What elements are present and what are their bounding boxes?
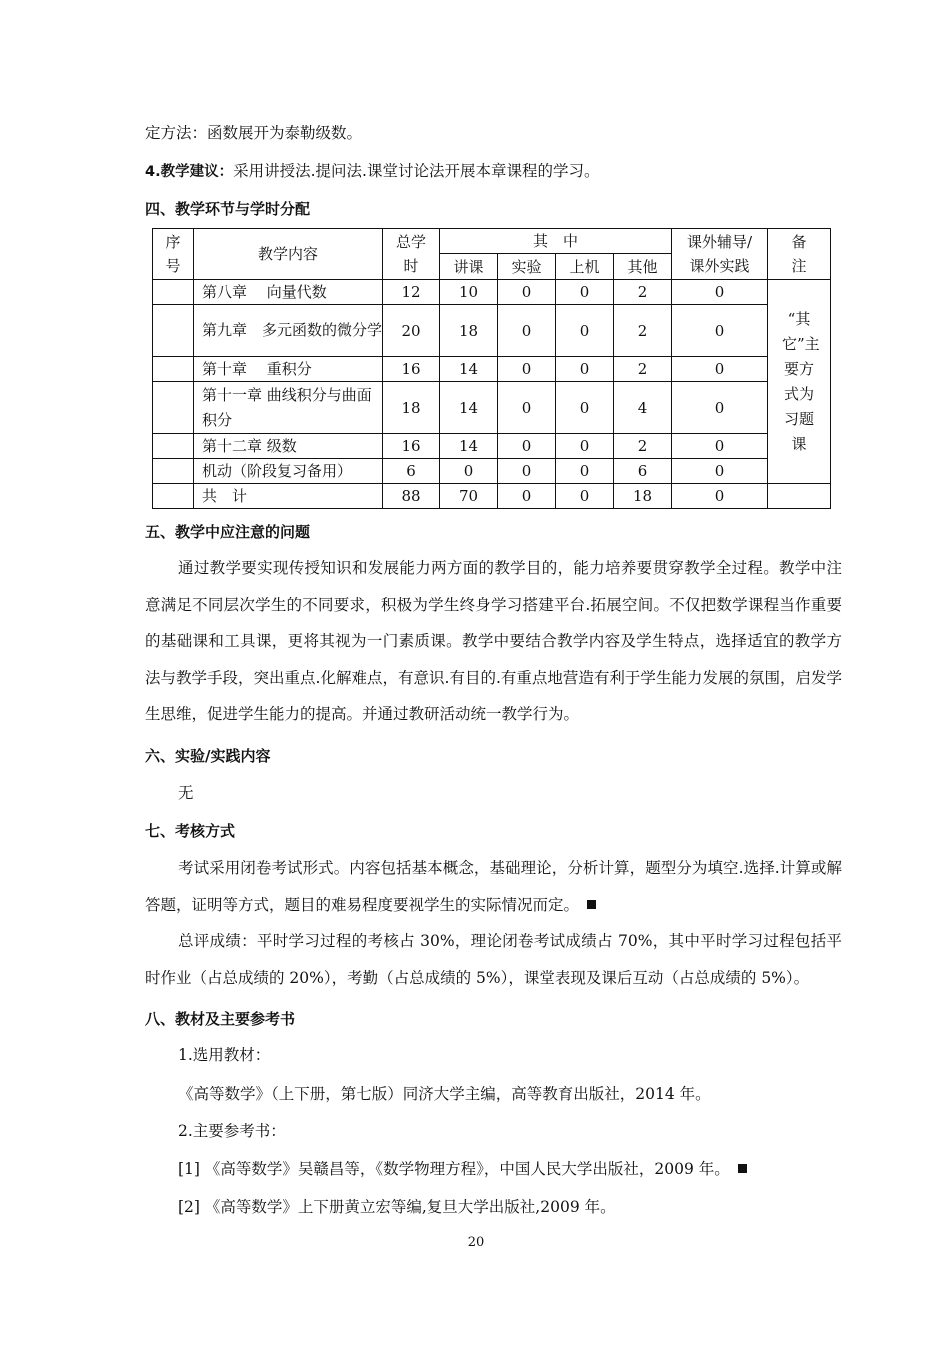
note-cell: “其它”主要方式为习题课 xyxy=(768,280,831,484)
table-row xyxy=(153,357,831,382)
lab-cell: 0 xyxy=(498,357,556,382)
other-cell: 2 xyxy=(614,280,672,305)
total-cell: 20 xyxy=(383,305,440,357)
hours-table xyxy=(152,228,831,509)
extra-cell: 0 xyxy=(672,280,768,305)
content-cell: 第十一章 曲线积分与曲面积分 xyxy=(194,382,383,434)
total-cell: 88 xyxy=(383,484,440,509)
teaching-advice xyxy=(145,159,842,184)
total-cell: 16 xyxy=(383,357,440,382)
lab-cell: 0 xyxy=(498,305,556,357)
header-computer: 上机 xyxy=(556,254,614,280)
grading-paragraph: 总评成绩：平时学习过程的考核占 30%，理论闭卷考试成绩占 70%，其中平时学习过程包括平时作业（占总成绩的 20%），考勤（占总成绩的 5%），课堂表现及课后互动（占总成绩的 5%）。 xyxy=(145,932,842,987)
header-note: 备注 xyxy=(768,229,831,280)
content-cell: 第八章 向量代数 xyxy=(194,280,383,305)
table-row xyxy=(153,305,831,357)
extra-cell: 0 xyxy=(672,305,768,357)
other-cell: 6 xyxy=(614,459,672,484)
section-heading-5: 五、教学中应注意的问题 xyxy=(145,523,311,541)
section-heading-8: 八、教材及主要参考书 xyxy=(145,1010,296,1028)
square-bullet-icon xyxy=(587,900,596,909)
top-line: 定方法：函数展开为泰勒级数。 xyxy=(145,124,363,142)
seq-cell xyxy=(153,382,194,434)
header-among: 其 中 xyxy=(440,229,672,254)
lecture-cell: 14 xyxy=(440,357,498,382)
section-5-paragraph: 通过教学要实现传授知识和发展能力两方面的教学目的，能力培养要贯穿教学全过程。教学中注意满足不同层次学生的不同要求，积极为学生终身学习搭建平台.拓展空间。不仅把数学课程当作重要的基础课和工具课，更将其视为一门素质课。教学中要结合教学内容及学生特点，选择适宜的教学方法与教学手段，突出重点.化解难点，有意识.有目的.有重点地营造有利于学生能力发展的氛围，启发学生思维，促进学生能力的提高。并通过教研活动统一教学行为。 xyxy=(145,559,842,723)
header-lab: 实验 xyxy=(498,254,556,280)
lecture-cell: 70 xyxy=(440,484,498,509)
extra-cell: 0 xyxy=(672,484,768,509)
content-cell: 第十章 重积分 xyxy=(194,357,383,382)
textbook-label: 1.选用教材： xyxy=(178,1046,271,1064)
teaching-advice-label: 4.教学建议： xyxy=(145,164,234,180)
content-cell: 第十二章 级数 xyxy=(194,434,383,459)
note-cell-empty xyxy=(768,484,831,509)
lab-cell: 0 xyxy=(498,434,556,459)
table-row xyxy=(153,459,831,484)
computer-cell: 0 xyxy=(556,382,614,434)
other-cell: 4 xyxy=(614,382,672,434)
computer-cell: 0 xyxy=(556,357,614,382)
assessment-paragraph xyxy=(145,850,842,923)
lecture-cell: 0 xyxy=(440,459,498,484)
seq-cell xyxy=(153,434,194,459)
reference-2: [2] 《高等数学》上下册黄立宏等编,复旦大学出版社,2009 年。 xyxy=(178,1198,616,1216)
computer-cell: 0 xyxy=(556,434,614,459)
computer-cell: 0 xyxy=(556,484,614,509)
reference-1-text: [1] 《高等数学》吴赣昌等，《数学物理方程》，中国人民大学出版社，2009 年。 xyxy=(178,1160,730,1178)
lab-cell: 0 xyxy=(498,484,556,509)
total-cell: 12 xyxy=(383,280,440,305)
lecture-cell: 18 xyxy=(440,305,498,357)
textbook-text: 《高等数学》（上下册，第七版）同济大学主编，高等教育出版社，2014 年。 xyxy=(178,1085,711,1103)
section-heading-7: 七、考核方式 xyxy=(145,822,236,840)
table-row xyxy=(153,280,831,305)
header-lecture: 讲课 xyxy=(440,254,498,280)
lecture-cell: 10 xyxy=(440,280,498,305)
total-cell: 18 xyxy=(383,382,440,434)
seq-cell xyxy=(153,305,194,357)
other-cell: 18 xyxy=(614,484,672,509)
section-7-body xyxy=(145,850,842,996)
section-5-body xyxy=(145,550,842,733)
seq-cell xyxy=(153,280,194,305)
computer-cell: 0 xyxy=(556,280,614,305)
table-total-row xyxy=(153,484,831,509)
computer-cell: 0 xyxy=(556,459,614,484)
extra-cell: 0 xyxy=(672,459,768,484)
other-cell: 2 xyxy=(614,434,672,459)
teaching-advice-text: 采用讲授法.提问法.课堂讨论法开展本章课程的学习。 xyxy=(233,162,600,180)
extra-cell: 0 xyxy=(672,357,768,382)
lab-cell: 0 xyxy=(498,280,556,305)
assessment-text: 考试采用闭卷考试形式。内容包括基本概念，基础理论，分析计算，题型分为填空.选择.计算或解答题，证明等方式，题目的难易程度要视学生的实际情况而定。 xyxy=(145,859,842,914)
references-label: 2.主要参考书： xyxy=(178,1122,286,1140)
header-seq: 序号 xyxy=(153,229,194,280)
section-6-text: 无 xyxy=(178,784,194,802)
other-cell: 2 xyxy=(614,305,672,357)
page-number: 20 xyxy=(467,1235,485,1250)
content-cell: 第九章 多元函数的微分学 xyxy=(194,305,383,357)
lecture-cell: 14 xyxy=(440,382,498,434)
square-bullet-icon xyxy=(738,1164,747,1173)
header-total: 总学时 xyxy=(383,229,440,280)
header-content: 教学内容 xyxy=(194,229,383,280)
computer-cell: 0 xyxy=(556,305,614,357)
seq-cell xyxy=(153,484,194,509)
header-extra: 课外辅导/课外实践 xyxy=(672,229,768,280)
total-cell: 16 xyxy=(383,434,440,459)
seq-cell xyxy=(153,459,194,484)
table-row xyxy=(153,434,831,459)
section-heading-6: 六、实验/实践内容 xyxy=(145,747,271,765)
lecture-cell: 14 xyxy=(440,434,498,459)
extra-cell: 0 xyxy=(672,382,768,434)
content-cell: 共 计 xyxy=(194,484,383,509)
header-other: 其他 xyxy=(614,254,672,280)
content-cell: 机动（阶段复习备用） xyxy=(194,459,383,484)
seq-cell xyxy=(153,357,194,382)
total-cell: 6 xyxy=(383,459,440,484)
other-cell: 2 xyxy=(614,357,672,382)
table-row xyxy=(153,382,831,434)
lab-cell: 0 xyxy=(498,382,556,434)
lab-cell: 0 xyxy=(498,459,556,484)
extra-cell: 0 xyxy=(672,434,768,459)
reference-1 xyxy=(178,1157,842,1181)
section-heading-4: 四、教学环节与学时分配 xyxy=(145,200,311,218)
